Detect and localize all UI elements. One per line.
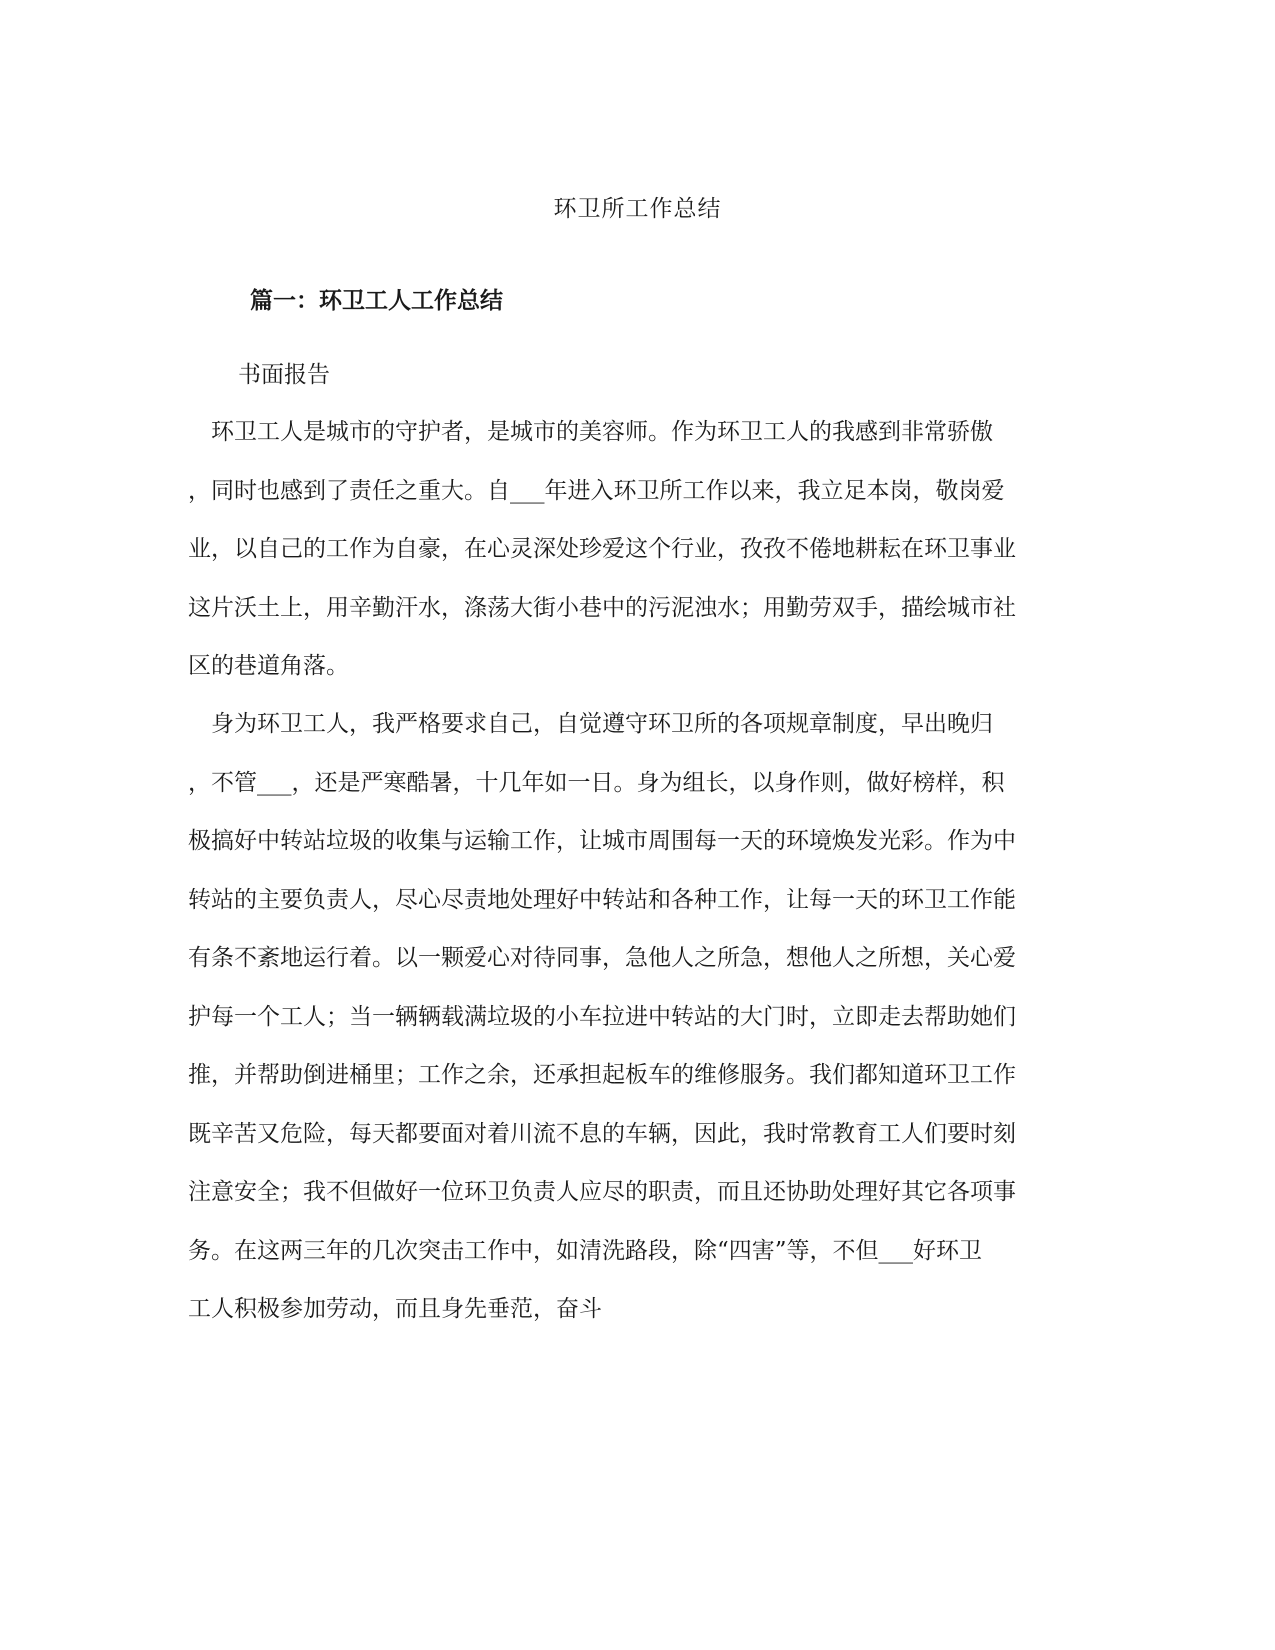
- section-heading: 篇一：环卫工人工作总结: [250, 288, 503, 314]
- paragraph-2: [188, 695, 1088, 1339]
- paragraph-line: 护每一个工人；当一辆辆载满垃圾的小车拉进中转站的大门时，立即走去帮助她们: [188, 1003, 1016, 1030]
- document-title: 环卫所工作总结: [553, 196, 722, 222]
- paragraph-line: 既辛苦又危险，每天都要面对着川流不息的车辆，因此，我时常教育工人们要时刻: [188, 1120, 1016, 1147]
- paragraph-line: 务。在这两三年的几次突击工作中，如清洗路段，除“四害”等，不但___好环卫: [188, 1237, 983, 1264]
- paragraph-line: 业，以自己的工作为自豪，在心灵深处珍爱这个行业，孜孜不倦地耕耘在环卫事业: [188, 536, 1016, 562]
- paragraph-line: 注意安全；我不但做好一位环卫负责人应尽的职责，而且还协助处理好其它各项事: [188, 1179, 1016, 1205]
- paragraph-line: 身为环卫工人，我严格要求自己，自觉遵守环卫所的各项规章制度，早出晚归: [188, 711, 993, 737]
- paragraph-line: 极搞好中转站垃圾的收集与运输工作，让城市周围每一天的环境焕发光彩。作为中: [188, 828, 1016, 854]
- paragraph-line: 有条不紊地运行着。以一颗爱心对待同事，急他人之所急，想他人之所想，关心爱: [188, 945, 1016, 971]
- paragraph-line: 工人积极参加劳动，而且身先垂范，奋斗: [188, 1296, 602, 1322]
- paragraph-line: 推，并帮助倒进桶里；工作之余，还承担起板车的维修服务。我们都知道环卫工作: [188, 1062, 1016, 1088]
- paragraph-line: 区的巷道角落。: [188, 653, 349, 679]
- subheading: 书面报告: [238, 362, 330, 388]
- paragraph-line: ，同时也感到了责任之重大。自___年进入环卫所工作以来，我立足本岗，敬岗爱: [188, 477, 1005, 504]
- paragraph-line: 转站的主要负责人，尽心尽责地处理好中转站和各种工作，让每一天的环卫工作能: [188, 886, 1016, 913]
- paragraph-1: [188, 403, 1088, 696]
- paragraph-line: 这片沃土上，用辛勤汗水，涤荡大街小巷中的污泥浊水；用勤劳双手，描绘城市社: [188, 594, 1016, 621]
- paragraph-line: 环卫工人是城市的守护者，是城市的美容师。作为环卫工人的我感到非常骄傲: [188, 419, 993, 445]
- paragraph-line: ，不管___，还是严寒酷暑，十几年如一日。身为组长，以身作则，做好榜样，积: [188, 769, 1005, 796]
